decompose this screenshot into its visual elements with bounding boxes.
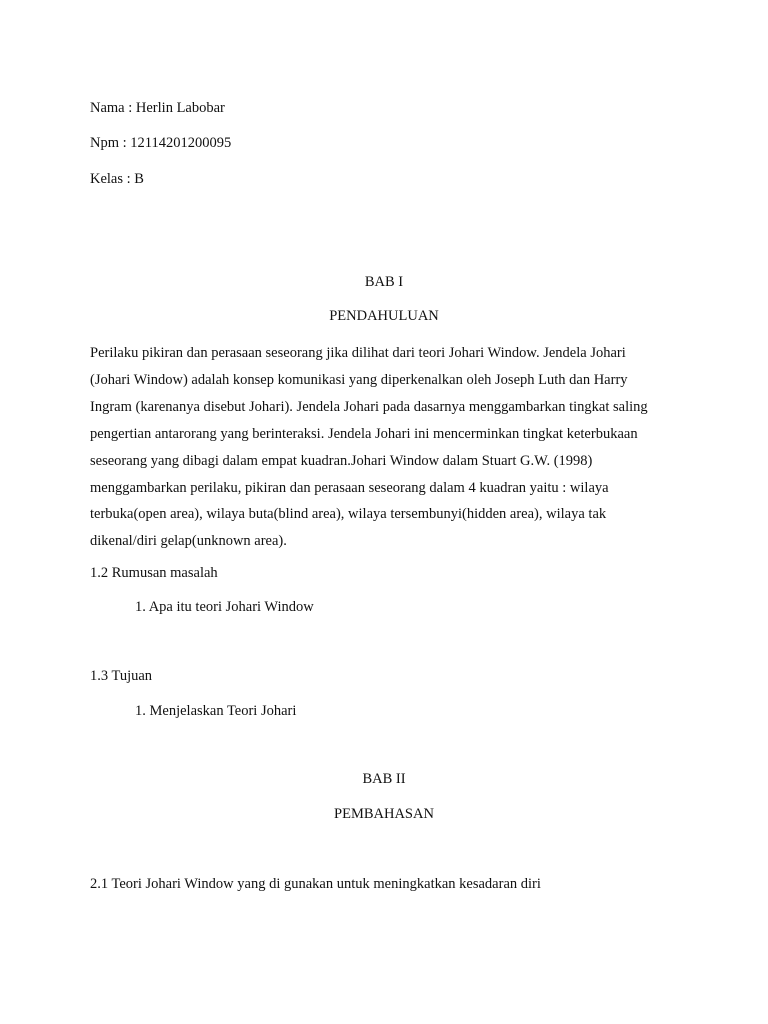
paragraph-line: dikenal/diri gelap(unknown area). — [90, 533, 287, 550]
chapter-1-subtitle: PENDAHULUAN — [329, 308, 439, 324]
chapter-2-title: BAB II — [362, 771, 406, 787]
paragraph-line: Ingram (karenanya disebut Johari). Jendela Johari pada dasarnya menggambarkan tingkat saling — [90, 398, 648, 415]
section-1-2-item: 1. Apa itu teori Johari Window — [135, 599, 314, 615]
intro-paragraph — [90, 340, 680, 555]
paragraph-line: pengertian antarorang yang berinteraksi. Jendela Johari ini mencerminkan tingkat keterbukaan — [90, 425, 638, 442]
section-2-1-heading: 2.1 Teori Johari Window yang di gunakan untuk meningkatkan kesadaran diri — [90, 876, 541, 892]
paragraph-line: seseorang yang dibagi dalam empat kuadran.Johari Window dalam Stuart G.W. (1998) — [90, 452, 593, 469]
paragraph-line: terbuka(open area), wilaya buta(blind area), wilaya tersembunyi(hidden area), wilaya tak — [90, 506, 607, 523]
paragraph-line: (Johari Window) adalah konsep komunikasi yang diperkenalkan oleh Joseph Luth dan Harry — [90, 371, 628, 388]
student-class: Kelas : B — [90, 171, 144, 187]
paragraph-line: Perilaku pikiran dan perasaan seseorang jika dilihat dari teori Johari Window. Jendela Johari — [90, 345, 626, 361]
section-1-2-heading: 1.2 Rumusan masalah — [90, 565, 218, 581]
student-name: Nama : Herlin Labobar — [90, 100, 225, 116]
section-1-3-item: 1. Menjelaskan Teori Johari — [135, 703, 297, 719]
section-1-3-heading: 1.3 Tujuan — [90, 668, 153, 684]
chapter-1-title: BAB I — [364, 274, 404, 290]
chapter-2-subtitle: PEMBAHASAN — [334, 806, 434, 822]
paragraph-line: menggambarkan perilaku, pikiran dan perasaan seseorang dalam 4 kuadran yaitu : wilaya — [90, 479, 609, 496]
student-npm: Npm : 12114201200095 — [90, 135, 232, 151]
